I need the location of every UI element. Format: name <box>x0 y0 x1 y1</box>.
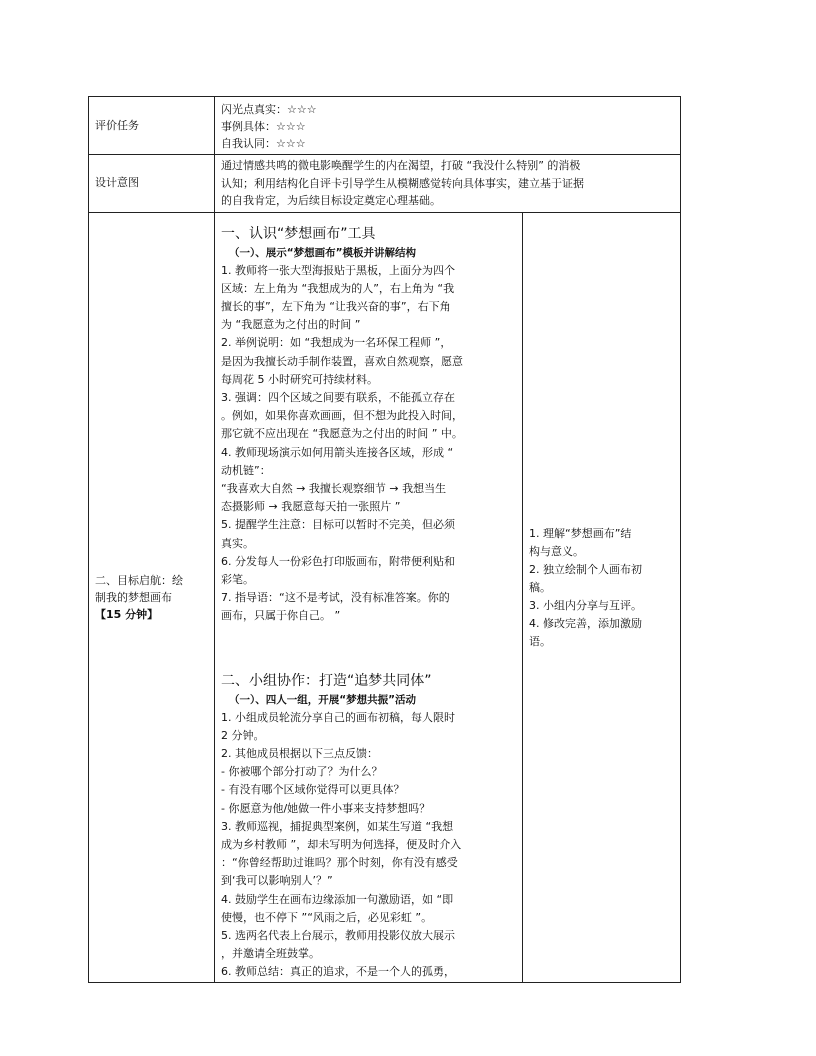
section2-row <box>89 212 681 982</box>
activity-line: ，并邀请全班鼓掌。 <box>221 947 320 961</box>
part1-items <box>221 262 516 626</box>
design-row <box>89 155 681 213</box>
activity-line: 2 分钟。 <box>221 728 265 742</box>
activity-line: 6. 教师总结：真正的追求，不是一个人的孤勇， <box>221 965 455 979</box>
part2-subheading: （一）、四人一组，开展“梦想共振”活动 <box>229 693 417 706</box>
evaluation-line: 自我认同：☆☆☆ <box>221 137 306 150</box>
evaluation-row <box>89 97 681 155</box>
section2-label-cell <box>89 212 215 982</box>
goal-line: 语。 <box>529 634 551 648</box>
activity-line: 1. 教师将一张大型海报贴于黑板，上面分为四个 <box>221 263 455 277</box>
activity-line: 使慢，也不停下 ”“风雨之后，必见彩虹 ”。 <box>221 910 433 924</box>
activity-line: 那它就不应出现在 “我愿意为之付出的时间 ” 中。 <box>221 427 463 441</box>
activity-line: 是因为我擅长动手制作装置，喜欢自然观察，愿意 <box>221 354 463 368</box>
activity-line: 2. 举例说明：如 “我想成为一名环保工程师 ”， <box>221 336 452 350</box>
activity-line: 1. 小组成员轮流分享自己的画布初稿，每人限时 <box>221 710 455 724</box>
part1-subheading: （一）、展示“梦想画布”模板并讲解结构 <box>229 246 417 259</box>
activity-line: 4. 教师现场演示如何用箭头连接各区域，形成 “ <box>221 445 454 459</box>
lesson-plan-table <box>88 96 681 983</box>
activity-line: 3. 强调：四个区域之间要有联系，不能孤立存在 <box>221 390 455 404</box>
activity-line: 擅长的事”，左下角为 “让我兴奋的事”，右下角 <box>221 299 451 313</box>
activity-line: 真实。 <box>221 536 254 550</box>
goal-line: 2. 独立绘制个人画布初 <box>529 562 642 576</box>
goal-line: 3. 小组内分享与互评。 <box>529 598 642 612</box>
evaluation-label: 评价任务 <box>95 118 139 132</box>
activity-line: - 有没有哪个区域你觉得可以更具体？ <box>221 783 405 797</box>
goal-line: 1. 理解“梦想画布”结 <box>529 526 632 540</box>
part2-items <box>221 709 516 982</box>
activity-line: 区域：左上角为 “我想成为的人”，右上角为 “我 <box>221 281 455 295</box>
activity-line: 5. 提醒学生注意：目标可以暂时不完美，但必须 <box>221 518 455 532</box>
section2-duration: 【15 分钟】 <box>95 607 159 621</box>
activity-line: 2. 其他成员根据以下三点反馈： <box>221 746 378 760</box>
activity-line: “我喜欢大自然 → 我擅长观察细节 → 我想当生 <box>221 481 447 495</box>
design-label: 设计意图 <box>95 176 139 190</box>
section2-label-line: 二、目标启航：绘 <box>95 573 183 587</box>
evaluation-label-cell <box>89 97 215 155</box>
activity-line: 6. 分发每人一份彩色打印版画布，附带便利贴和 <box>221 554 455 568</box>
spacer <box>221 626 516 670</box>
activity-line: - 你被哪个部分打动了？为什么？ <box>221 765 383 779</box>
section2-goals-cell <box>523 212 681 982</box>
activity-line: 为 “我愿意为之付出的时间 ” <box>221 318 361 332</box>
design-line: 通过情感共鸣的微电影唤醒学生的内在渴望，打破 “我没什么特别” 的消极 <box>221 159 581 172</box>
goal-line: 4. 修改完善，添加激励 <box>529 616 642 630</box>
design-label-cell <box>89 155 215 213</box>
goal-list <box>529 525 674 651</box>
activity-line: 画布，只属于你自己。 ” <box>221 609 341 623</box>
activity-line: 成为乡村教师 ”，却未写明为何选择，便及时介入 <box>221 837 462 851</box>
activity-line: 态摄影师 → 我愿意每天拍一张照片 ” <box>221 500 401 514</box>
design-line: 认知；利用结构化自评卡引导学生从模糊感觉转向具体事实，建立基于证据 <box>221 176 584 190</box>
evaluation-content-cell <box>215 97 681 155</box>
activity-line: ：“你曾经帮助过谁吗？那个时刻，你有没有感受 <box>221 856 458 870</box>
activity-line: 。例如，如果你喜欢画画，但不想为此投入时间， <box>221 409 463 423</box>
part2-heading: 二、小组协作：打造“追梦共同体” <box>221 672 432 689</box>
goal-line: 稿。 <box>529 580 551 594</box>
part1-block <box>221 223 516 626</box>
design-line: 的自我肯定，为后续目标设定奠定心理基础。 <box>221 194 441 207</box>
part2-block <box>221 670 516 982</box>
activity-line: 4. 鼓励学生在画布边缘添加一句激励语，如 “即 <box>221 892 454 906</box>
goal-line: 构与意义。 <box>529 544 584 558</box>
section2-activities-cell <box>215 212 523 982</box>
activity-line: 3. 教师巡视，捕捉典型案例，如某生写道 “我想 <box>221 819 454 833</box>
evaluation-line: 事例具体：☆☆☆ <box>221 120 306 133</box>
design-content-cell <box>215 155 681 213</box>
activity-line: 到‘我可以影响别人’？” <box>221 874 333 888</box>
activity-line: - 你愿意为他/她做一件小事来支持梦想吗？ <box>221 801 431 815</box>
activity-line: 7. 指导语：“这不是考试，没有标准答案。你的 <box>221 591 450 605</box>
activity-line: 每周花 5 小时研究可持续材料。 <box>221 372 378 386</box>
activity-line: 彩笔。 <box>221 572 254 586</box>
activity-line: 动机链”： <box>221 463 271 477</box>
activity-line: 5. 选两名代表上台展示，教师用投影仪放大展示 <box>221 929 455 942</box>
evaluation-line: 闪光点真实：☆☆☆ <box>221 103 317 116</box>
section2-label-line: 制我的梦想画布 <box>95 590 172 604</box>
part1-heading: 一、认识“梦想画布”工具 <box>221 225 376 242</box>
